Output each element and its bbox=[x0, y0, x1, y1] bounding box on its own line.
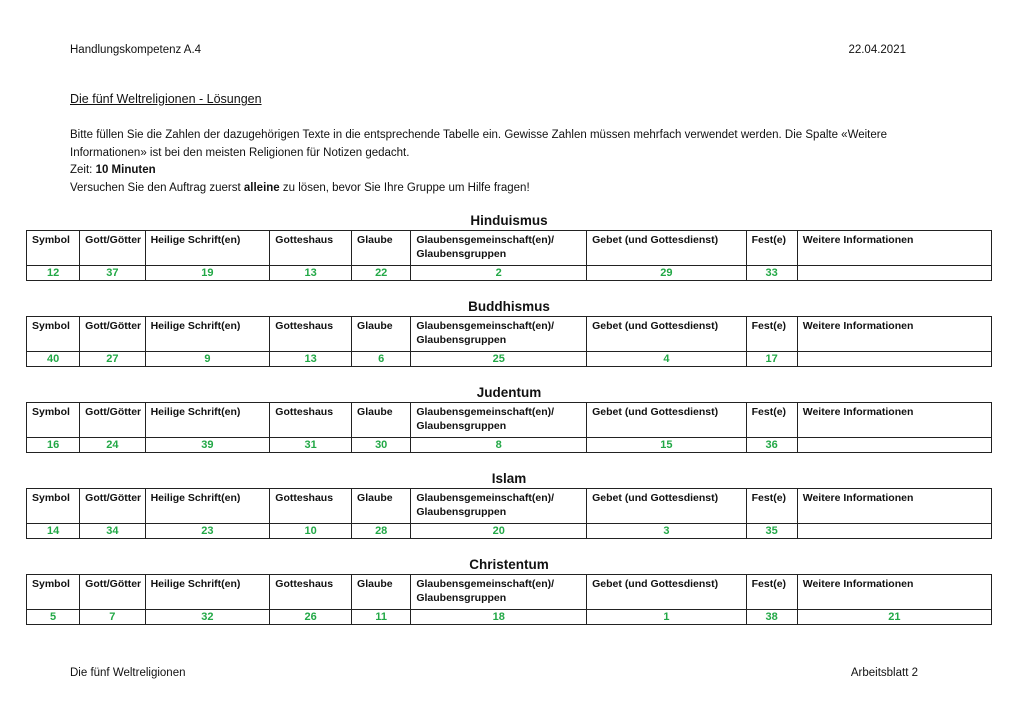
column-header: Glaubensgemeinschaft(en)/ Glaubensgruppen bbox=[411, 403, 587, 438]
column-header: Symbol bbox=[27, 403, 80, 438]
answer-cell: 11 bbox=[352, 610, 411, 625]
answer-cell: 3 bbox=[587, 524, 746, 539]
answer-cell: 21 bbox=[797, 610, 991, 625]
answer-cell: 33 bbox=[746, 266, 797, 281]
column-header: Glaubensgemeinschaft(en)/ Glaubensgruppen bbox=[411, 317, 587, 352]
answer-cell: 39 bbox=[145, 438, 270, 453]
footer-left: Die fünf Weltreligionen bbox=[70, 667, 186, 679]
answer-cell: 34 bbox=[80, 524, 145, 539]
column-header: Gott/Götter bbox=[80, 403, 145, 438]
answer-cell bbox=[797, 438, 991, 453]
religion-title: Hinduismus bbox=[470, 213, 548, 228]
column-header: Gott/Götter bbox=[80, 575, 145, 610]
alone-bold: alleine bbox=[243, 181, 280, 194]
column-header: Fest(e) bbox=[746, 489, 797, 524]
column-header: Gott/Götter bbox=[80, 489, 145, 524]
column-header: Gebet (und Gottesdienst) bbox=[587, 317, 746, 352]
column-header: Fest(e) bbox=[746, 575, 797, 610]
answer-cell bbox=[797, 266, 991, 281]
religion-section bbox=[26, 556, 992, 625]
answer-cell: 7 bbox=[80, 610, 145, 625]
answer-cell: 5 bbox=[27, 610, 80, 625]
column-header: Glaubensgemeinschaft(en)/ Glaubensgruppen bbox=[411, 231, 587, 266]
column-header: Glaubensgemeinschaft(en)/ Glaubensgruppen bbox=[411, 489, 587, 524]
answer-cell: 12 bbox=[27, 266, 80, 281]
religion-table bbox=[26, 230, 992, 281]
column-header: Symbol bbox=[27, 575, 80, 610]
answer-cell: 14 bbox=[27, 524, 80, 539]
answer-cell: 28 bbox=[352, 524, 411, 539]
table-row bbox=[27, 438, 992, 453]
answer-cell: 29 bbox=[587, 266, 746, 281]
alone-after: zu lösen, bevor Sie Ihre Gruppe um Hilfe fragen! bbox=[279, 181, 530, 194]
column-header: Symbol bbox=[27, 317, 80, 352]
column-header: Fest(e) bbox=[746, 231, 797, 266]
religion-title: Judentum bbox=[476, 385, 542, 400]
column-header: Weitere Informationen bbox=[797, 317, 991, 352]
column-header: Glaube bbox=[352, 231, 411, 266]
column-header: Fest(e) bbox=[746, 317, 797, 352]
answer-cell: 36 bbox=[746, 438, 797, 453]
answer-cell: 35 bbox=[746, 524, 797, 539]
column-header: Glaube bbox=[352, 489, 411, 524]
column-header: Gotteshaus bbox=[270, 403, 352, 438]
table-row bbox=[27, 524, 992, 539]
answer-cell: 23 bbox=[145, 524, 270, 539]
answer-cell: 31 bbox=[270, 438, 352, 453]
answer-cell: 1 bbox=[587, 610, 746, 625]
answer-cell: 16 bbox=[27, 438, 80, 453]
column-header: Gotteshaus bbox=[270, 489, 352, 524]
religion-title: Buddhismus bbox=[468, 299, 550, 314]
answer-cell: 22 bbox=[352, 266, 411, 281]
column-header: Gebet (und Gottesdienst) bbox=[587, 575, 746, 610]
footer-right: Arbeitsblatt 2 bbox=[850, 667, 918, 679]
answer-cell: 26 bbox=[270, 610, 352, 625]
column-header: Heilige Schrift(en) bbox=[145, 231, 270, 266]
answer-cell: 9 bbox=[145, 352, 270, 367]
column-header: Symbol bbox=[27, 231, 80, 266]
time-value: 10 Minuten bbox=[95, 164, 156, 176]
column-header: Gotteshaus bbox=[270, 231, 352, 266]
column-header: Glaube bbox=[352, 403, 411, 438]
time-line bbox=[70, 162, 950, 180]
answer-cell: 8 bbox=[411, 438, 587, 453]
column-header: Weitere Informationen bbox=[797, 231, 991, 266]
answer-cell: 19 bbox=[145, 266, 270, 281]
column-header: Gott/Götter bbox=[80, 231, 145, 266]
answer-cell: 10 bbox=[270, 524, 352, 539]
column-header: Heilige Schrift(en) bbox=[145, 575, 270, 610]
column-header: Gotteshaus bbox=[270, 317, 352, 352]
answer-cell: 13 bbox=[270, 266, 352, 281]
religion-table bbox=[26, 402, 992, 453]
column-header: Symbol bbox=[27, 489, 80, 524]
answer-cell: 18 bbox=[411, 610, 587, 625]
answer-cell: 37 bbox=[80, 266, 145, 281]
answer-cell: 27 bbox=[80, 352, 145, 367]
column-header: Fest(e) bbox=[746, 403, 797, 438]
religion-title: Christentum bbox=[469, 557, 549, 572]
column-header: Gebet (und Gottesdienst) bbox=[587, 231, 746, 266]
alone-before: Versuchen Sie den Auftrag zuerst bbox=[70, 181, 244, 194]
instructions bbox=[70, 127, 950, 197]
answer-cell bbox=[797, 352, 991, 367]
answer-cell: 30 bbox=[352, 438, 411, 453]
column-header: Glaubensgemeinschaft(en)/ Glaubensgruppen bbox=[411, 575, 587, 610]
table-header-row bbox=[27, 575, 992, 610]
religion-section bbox=[26, 212, 992, 281]
religion-section bbox=[26, 470, 992, 539]
table-row bbox=[27, 610, 992, 625]
answer-cell: 4 bbox=[587, 352, 746, 367]
answer-cell: 17 bbox=[746, 352, 797, 367]
religion-section bbox=[26, 384, 992, 453]
column-header: Weitere Informationen bbox=[797, 403, 991, 438]
answer-cell: 2 bbox=[411, 266, 587, 281]
column-header: Glaube bbox=[352, 317, 411, 352]
time-label: Zeit: bbox=[70, 164, 96, 176]
column-header: Gebet (und Gottesdienst) bbox=[587, 489, 746, 524]
table-header-row bbox=[27, 489, 992, 524]
table-header-row bbox=[27, 317, 992, 352]
table-header-row bbox=[27, 403, 992, 438]
answer-cell: 15 bbox=[587, 438, 746, 453]
religion-table bbox=[26, 574, 992, 625]
answer-cell: 25 bbox=[411, 352, 587, 367]
religion-section bbox=[26, 298, 992, 367]
column-header: Glaube bbox=[352, 575, 411, 610]
religion-title: Islam bbox=[491, 471, 527, 486]
answer-cell: 32 bbox=[145, 610, 270, 625]
instruction-text: Bitte füllen Sie die Zahlen der dazugehörigen Texte in die entsprechende Tabelle ein. Gewisse Zahlen müssen mehrfach verwendet werden. Die Spalte «Weitere Informationen» ist bei den meisten Religionen für Notizen gedacht. bbox=[70, 129, 887, 159]
table-header-row bbox=[27, 231, 992, 266]
religion-table bbox=[26, 488, 992, 539]
column-header: Gebet (und Gottesdienst) bbox=[587, 403, 746, 438]
column-header: Gotteshaus bbox=[270, 575, 352, 610]
header-date: 22.04.2021 bbox=[848, 44, 906, 56]
column-header: Heilige Schrift(en) bbox=[145, 489, 270, 524]
document-title: Die fünf Weltreligionen - Lösungen bbox=[70, 92, 262, 106]
answer-cell: 40 bbox=[27, 352, 80, 367]
column-header: Weitere Informationen bbox=[797, 575, 991, 610]
answer-cell: 6 bbox=[352, 352, 411, 367]
answer-cell: 24 bbox=[80, 438, 145, 453]
answer-cell: 13 bbox=[270, 352, 352, 367]
column-header: Heilige Schrift(en) bbox=[145, 403, 270, 438]
table-row bbox=[27, 266, 992, 281]
table-row bbox=[27, 352, 992, 367]
column-header: Heilige Schrift(en) bbox=[145, 317, 270, 352]
column-header: Weitere Informationen bbox=[797, 489, 991, 524]
answer-cell: 38 bbox=[746, 610, 797, 625]
answer-cell bbox=[797, 524, 991, 539]
alone-line bbox=[70, 180, 950, 198]
header-left: Handlungskompetenz A.4 bbox=[70, 44, 202, 56]
answer-cell: 20 bbox=[411, 524, 587, 539]
column-header: Gott/Götter bbox=[80, 317, 145, 352]
religion-table bbox=[26, 316, 992, 367]
